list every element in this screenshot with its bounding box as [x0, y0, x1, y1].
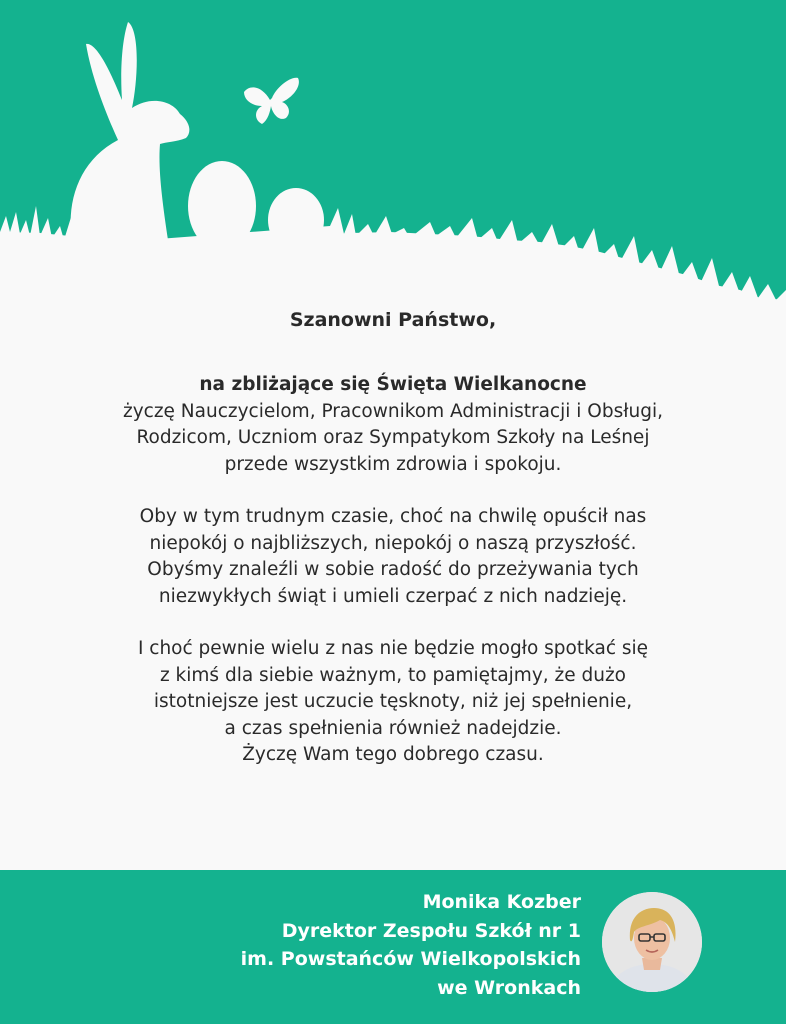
- paragraph-line: Rodzicom, Uczniom oraz Sympatykom Szkoły na Leśnej: [136, 427, 650, 448]
- paragraph-wishes: [0, 372, 786, 478]
- paragraph-line: Oby w tym trudnym czasie, choć na chwilę opuścił nas: [139, 506, 647, 527]
- signatory-title-line: we Wronkach: [437, 976, 581, 999]
- paragraph-line: życzę Nauczycielom, Pracownikom Administracji i Obsługi,: [123, 400, 663, 422]
- paragraph-lead: na zbliżające się Święta Wielkanocne: [199, 374, 587, 395]
- paragraph-longing: [0, 636, 786, 769]
- paragraph-line: Obyśmy znaleźli w sobie radość do przeżywania tych: [147, 559, 639, 580]
- paragraph-line: a czas spełnienia również nadejdzie.: [224, 717, 562, 739]
- paragraph-hope: [0, 504, 786, 610]
- paragraph-line: I choć pewnie wielu z nas nie będzie mogło spotkać się: [137, 638, 649, 659]
- portrait-photo: [602, 892, 702, 992]
- paragraph-line: przede wszystkim zdrowia i spokoju.: [224, 453, 562, 475]
- signatory-title-line: Dyrektor Zespołu Szkół nr 1: [281, 919, 581, 942]
- paragraph-line: istotniejsze jest uczucie tęsknoty, niż jej spełnienie,: [153, 691, 633, 712]
- signature-footer: [0, 870, 786, 1024]
- easter-egg-silhouette: [188, 161, 256, 251]
- header-banner: [0, 0, 786, 330]
- paragraph-line: niezwykłych świąt i umieli czerpać z nich nadzieję.: [158, 585, 628, 607]
- easter-egg-silhouette: [268, 188, 324, 252]
- easter-illustration: [0, 0, 786, 330]
- signature-block: [241, 888, 581, 1002]
- signatory-title-line: im. Powstańców Wielkopolskich: [240, 948, 581, 970]
- greeting: Szanowni Państwo,: [289, 309, 497, 331]
- paragraph-line: Życzę Wam tego dobrego czasu.: [242, 744, 544, 765]
- paragraph-line: z kimś dla siebie ważnym, to pamiętajmy, że dużo: [159, 664, 627, 686]
- signatory-name: Monika Kozber: [422, 891, 581, 913]
- letter-body: [0, 300, 786, 769]
- paragraph-line: niepokój o najbliższych, niepokój o naszą przyszłość.: [149, 532, 637, 554]
